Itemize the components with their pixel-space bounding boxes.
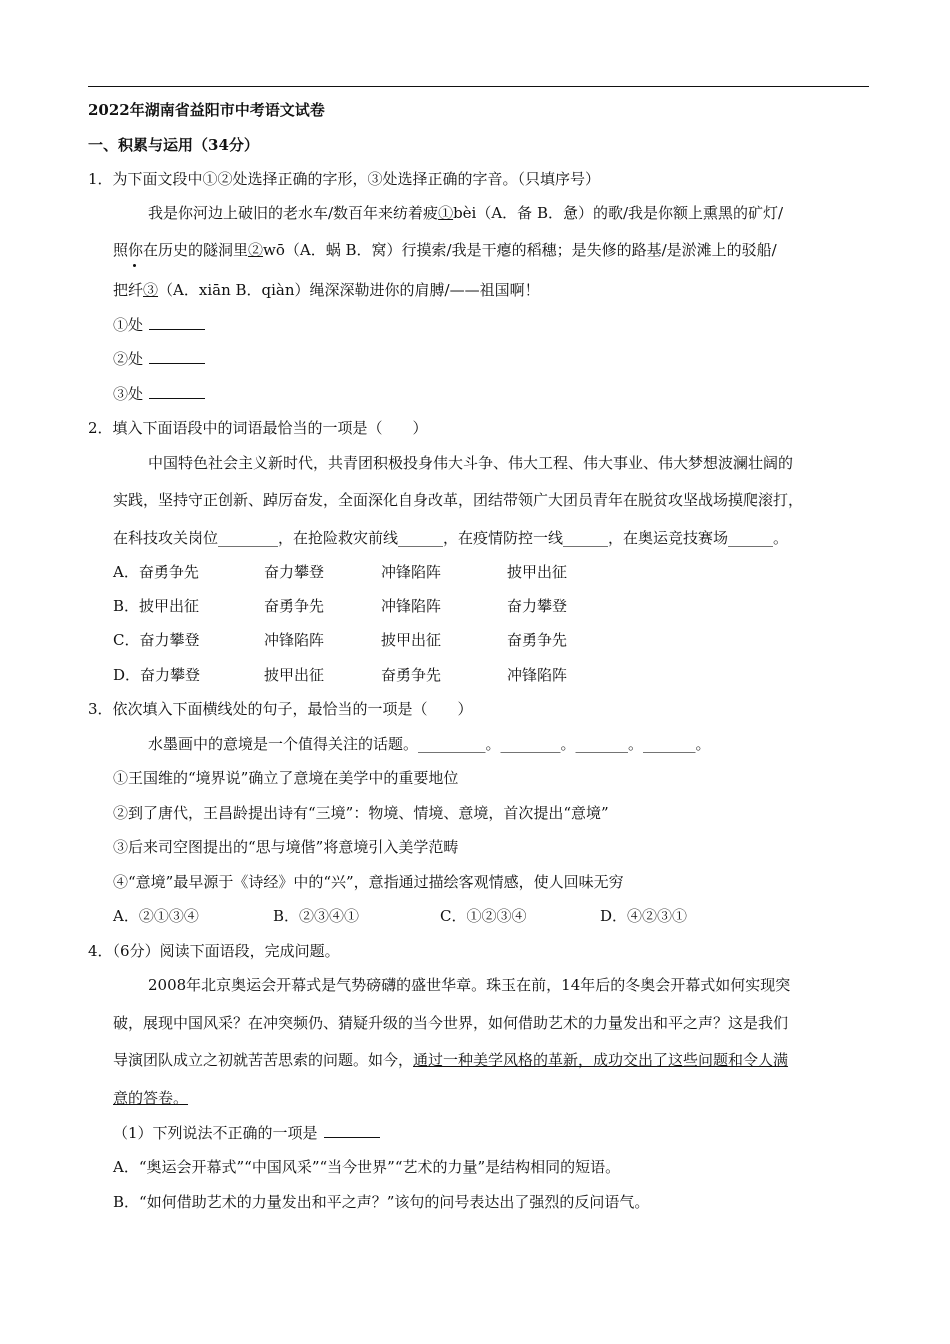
question-4-passage-line-3: 导演团队成立之初就苦苦思索的问题。如今，通过一种美学风格的革新，成功交出了这些问题和令人满 xyxy=(113,1051,789,1069)
q2-option-d-word: 奋勇争先 xyxy=(381,666,442,684)
answer-line-3: ③处 xyxy=(113,385,205,403)
q3-option-a[interactable]: A．②①③④ xyxy=(113,907,199,925)
sentence-4: ④“意境”最早源于《诗经》中的“兴”，意指通过描绘客观情感，使人回味无穷 xyxy=(113,873,624,891)
underlined-sentence: 通过一种美学风格的革新，成功交出了这些问题和令人满 xyxy=(413,1051,789,1069)
question-4-sub-1: （1）下列说法不正确的一项是 xyxy=(113,1124,380,1142)
mark-1: ① xyxy=(438,204,454,222)
question-3-passage: 水墨画中的意境是一个值得关注的话题。_________。________。_______。_______。 xyxy=(148,735,711,753)
q2-option-c[interactable]: C．奋力攀登 xyxy=(113,631,200,649)
question-1-stem: 1．为下面文段中①②处选择正确的字形，③处选择正确的字音。（只填序号） xyxy=(88,170,601,188)
mark-3: ③ xyxy=(143,281,159,299)
q3-option-b[interactable]: B．②③④① xyxy=(273,907,360,925)
answer-line-1: ①处 xyxy=(113,316,205,334)
q2-option-c-word: 披甲出征 xyxy=(381,631,442,649)
question-2-passage-line-2: 实践，坚持守正创新、踔厉奋发，全面深化自身改革，团结带领广大团员青年在脱贫攻坚战场摸爬滚打， xyxy=(113,491,804,509)
question-2-passage-line-3: 在科技攻关岗位________，在抢险救灾前线______，在疫情防控一线______，在奥运竞技赛场______。 xyxy=(113,529,789,547)
q2-option-d-word: 披甲出征 xyxy=(264,666,325,684)
answer-blank-3[interactable] xyxy=(149,386,205,399)
q2-option-c-word: 冲锋陷阵 xyxy=(264,631,325,649)
section-heading: 一、积累与运用（34分） xyxy=(88,136,259,154)
q2-option-a-word: 奋力攀登 xyxy=(264,563,325,581)
exam-title: 2022年湖南省益阳市中考语文试卷 xyxy=(88,101,325,119)
answer-blank-2[interactable] xyxy=(149,351,205,364)
mark-2: ② xyxy=(248,241,264,259)
answer-blank-4[interactable] xyxy=(324,1125,380,1138)
q3-option-d[interactable]: D．④②③① xyxy=(600,907,688,925)
sentence-2: ②到了唐代，王昌龄提出诗有“三境”：物境、情境、意境，首次提出“意境” xyxy=(113,804,609,822)
question-1-passage-line-1: 我是你河边上破旧的老水车/数百年来纺着疲①bèi（A．备 B．惫）的歌/我是你额上熏黑的矿灯/ xyxy=(148,204,784,222)
question-4-stem: 4．（6分）阅读下面语段，完成问题。 xyxy=(88,942,340,960)
header-rule xyxy=(88,86,869,87)
answer-blank-1[interactable] xyxy=(149,317,205,330)
sentence-3: ③后来司空图提出的“思与境偕”将意境引入美学范畴 xyxy=(113,838,459,856)
q2-option-c-word: 奋勇争先 xyxy=(507,631,568,649)
q3-option-c[interactable]: C．①②③④ xyxy=(440,907,527,925)
q2-option-b-word: 奋勇争先 xyxy=(264,597,325,615)
question-4-passage-line-4: 意的答卷。 xyxy=(113,1089,189,1107)
question-4-passage-line-1: 2008年北京奥运会开幕式是气势磅礴的盛世华章。珠玉在前，14年后的冬奥会开幕式如何实现突 xyxy=(148,976,791,994)
q2-option-b[interactable]: B．披甲出征 xyxy=(113,597,200,615)
question-4-passage-line-2: 破，展现中国风采？在冲突频仍、猜疑升级的当今世界，如何借助艺术的力量发出和平之声？这是我们 xyxy=(113,1014,789,1032)
q2-option-b-word: 冲锋陷阵 xyxy=(381,597,442,615)
q4-option-a[interactable]: A．“奥运会开幕式”“中国风采”“当今世界”“艺术的力量”是结构相同的短语。 xyxy=(113,1158,621,1176)
sentence-1: ①王国维的“境界说”确立了意境在美学中的重要地位 xyxy=(113,769,459,787)
q2-option-d[interactable]: D．奋力攀登 xyxy=(113,666,201,684)
q2-option-d-word: 冲锋陷阵 xyxy=(507,666,568,684)
question-2-stem: 2．填入下面语段中的词语最恰当的一项是（ ） xyxy=(88,419,428,437)
q2-option-a-word: 披甲出征 xyxy=(507,563,568,581)
question-1-passage-line-2: 照你在历史的隧洞里②wō（A．蜗 B．窝）行摸索/我是干瘪的稻穗；是失修的路基/是淤滩上的驳船/ xyxy=(113,241,777,259)
question-2-passage-line-1: 中国特色社会主义新时代，共青团积极投身伟大斗争、伟大工程、伟大事业、伟大梦想波澜壮阔的 xyxy=(148,454,794,472)
q4-option-b[interactable]: B．“如何借助艺术的力量发出和平之声？”该句的问号表达出了强烈的反问语气。 xyxy=(113,1193,650,1211)
question-3-stem: 3．依次填入下面横线处的句子，最恰当的一项是（ ） xyxy=(88,700,473,718)
q2-option-a[interactable]: A．奋勇争先 xyxy=(113,563,199,581)
answer-line-2: ②处 xyxy=(113,350,205,368)
emphasis-dot xyxy=(133,264,136,267)
q2-option-a-word: 冲锋陷阵 xyxy=(381,563,442,581)
q2-option-b-word: 奋力攀登 xyxy=(507,597,568,615)
question-1-passage-line-3: 把纤③（A．xiān B．qiàn）绳深深勒进你的肩膊/——祖国啊！ xyxy=(113,281,540,299)
